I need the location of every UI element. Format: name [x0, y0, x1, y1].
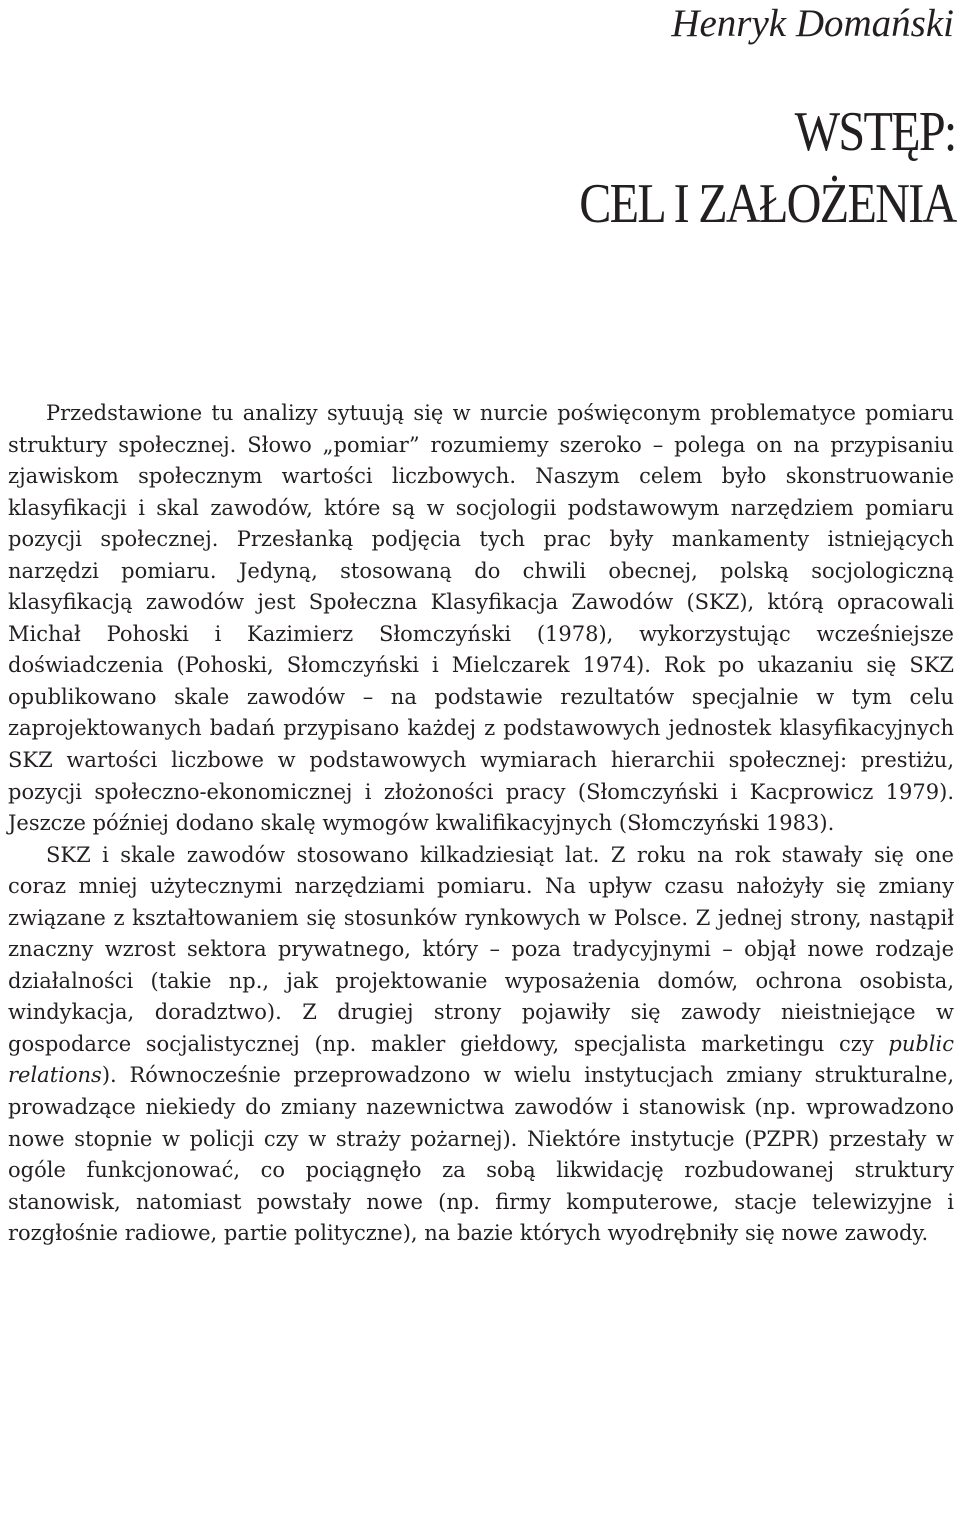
running-header-author: Henryk Domański — [671, 2, 954, 45]
chapter-title — [580, 96, 956, 240]
paragraph-1 — [8, 398, 954, 840]
paragraph-2-text-end: ). Równocześnie przeprowadzono w wielu instytucjach zmiany strukturalne, prowadzące niekiedy do zmiany nazewnictwa zawodów i stanowisk (np. wprowadzono nowe stopnie w policji czy w straży pożarnej). Niektóre instytucje (PZPR) przestały w ogóle funkcjonować, co pociągnęło za sobą likwidację rozbudowanej struktury stanowisk, natomiast powstały nowe (np. firmy komputerowe, stacje telewizyjne i rozgłośnie radiowe, partie polityczne), na bazie których wyodrębniły się nowe zawody. — [8, 1063, 954, 1246]
paragraph-1-text: Przedstawione tu analizy sytuują się w nurcie poświęconym problematyce pomiaru struktury społecznej. Słowo „pomiar” rozumiemy szeroko – polega on na przypisaniu zjawiskom społecznym wartości liczbowych. Naszym celem było skonstruowanie klasyfikacji i skal zawodów, które są w socjologii podstawowym narzędziem pomiaru pozycji społecznej. Przesłanką podjęcia tych prac były mankamenty istniejących narzędzi pomiaru. Jedyną, stosowaną do chwili obecnej, polską socjologiczną klasyfikacją zawodów jest Społeczna Klasyfikacja Zawodów (SKZ), którą opracowali Michał Pohoski i Kazimierz Słomczyński (1978), wykorzystując wcześniejsze doświadczenia (Pohoski, Słomczyński i Mielczarek 1974). Rok po ukazaniu się SKZ opublikowano skale zawodów – na podstawie rezultatów specjalnie w tym celu zaprojektowanych badań przypisano każdej z podstawowych jednostek klasyfikacyjnych SKZ wartości liczbowe w podstawowych wymiarach hierarchii społecznej: prestiżu, pozycji społeczno-ekonomicznej i złożoności pracy (Słomczyński i Kacprowicz 1979). Jeszcze później dodano skalę wymogów kwalifikacyjnych (Słomczyński 1983). — [8, 401, 954, 836]
paragraph-2-italic-term: public relations — [8, 1031, 954, 1088]
body-text — [8, 398, 954, 1250]
chapter-title-line-1: WSTĘP: — [795, 101, 956, 163]
chapter-title-line-2: CEL I ZAŁOŻENIA — [579, 173, 956, 235]
paragraph-2-text-start: SKZ i skale zawodów stosowano kilkadziesiąt lat. Z roku na rok stawały się one coraz mniej użytecznymi narzędziami pomiaru. Na upływ czasu nałożyły się zmiany związane z kształtowaniem się stosunków rynkowych w Polsce. Z jednej strony, nastąpił znaczny wzrost sektora prywatnego, który – poza tradycyjnymi – objął nowe rodzaje działalności (takie np., jak projektowanie wyposażenia domów, ochrona osobista, windykacja, doradztwo). Z drugiej strony pojawiły się zawody nieistniejące w gospodarce socjalistycznej (np. makler giełdowy, specjalista marketingu czy — [8, 842, 954, 1056]
paragraph-2 — [8, 840, 954, 1250]
